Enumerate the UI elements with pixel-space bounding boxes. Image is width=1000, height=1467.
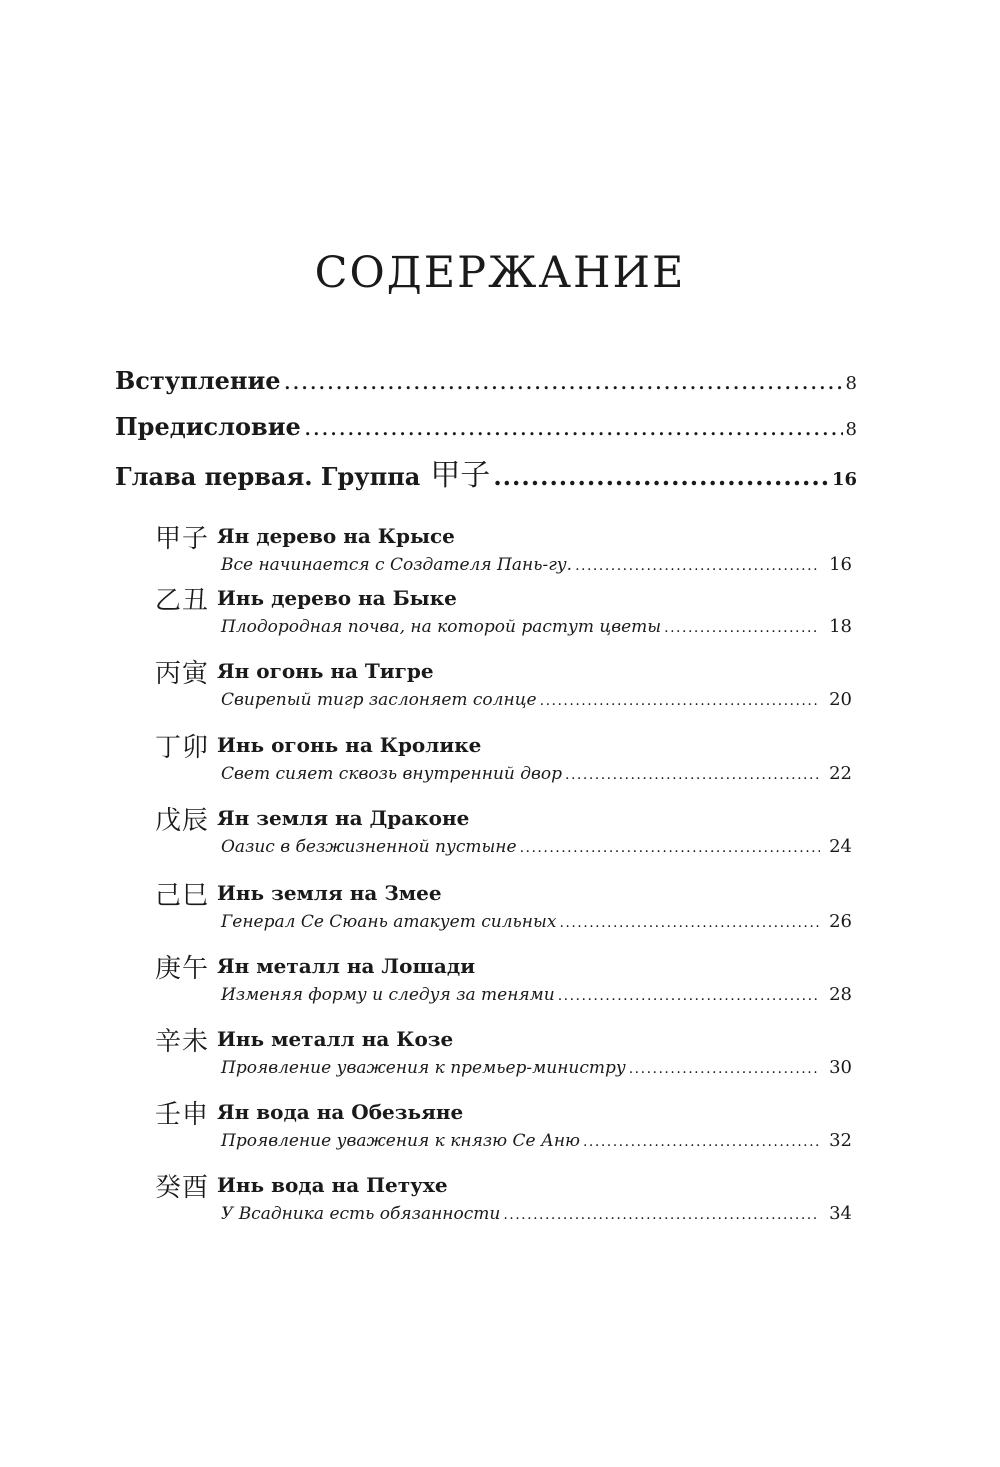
entry-heading: Ян дерево на Крысе [217, 524, 455, 548]
toc-sub-entry[interactable] [155, 653, 852, 710]
entry-hanzi: 癸酉 [155, 1172, 210, 1203]
entry-hanzi: 戊辰 [155, 805, 210, 836]
page-number: 8 [845, 373, 857, 394]
dot-leader [558, 988, 820, 1004]
entry-subtitle: Свет сияет сквозь внутренний двор [221, 764, 563, 784]
dot-leader [503, 1207, 820, 1223]
entry-hanzi: 壬申 [155, 1099, 210, 1130]
entry-hanzi: 丁卯 [155, 732, 210, 763]
entry-hanzi: 丙寅 [155, 658, 210, 689]
entry-subtitle: Проявление уважения к князю Се Аню [221, 1131, 580, 1151]
entry-heading: Инь земля на Змее [217, 881, 442, 905]
dot-leader [304, 413, 843, 441]
entry-heading: Ян огонь на Тигре [217, 659, 434, 683]
entry-subtitle: Проявление уважения к премьер-министру [221, 1058, 626, 1078]
dot-leader [520, 840, 821, 856]
page-number: 30 [829, 1057, 852, 1078]
toc-sub-entry[interactable] [155, 800, 852, 857]
entry-hanzi: 乙丑 [155, 585, 210, 616]
dot-leader [664, 620, 820, 636]
entry-heading: Инь металл на Козе [217, 1027, 454, 1051]
page-number: 20 [829, 689, 852, 710]
entry-subtitle: Свирепый тигр заслоняет солнце [221, 690, 537, 710]
page-number: 32 [829, 1130, 852, 1151]
page-number: 16 [831, 469, 857, 490]
entry-label: Предисловие [115, 412, 301, 441]
dot-leader [540, 693, 820, 709]
dot-leader [565, 767, 820, 783]
page-number: 26 [829, 911, 852, 932]
toc-entry-chapter-one[interactable] [115, 450, 857, 494]
toc-sub-entry[interactable] [155, 1021, 852, 1078]
page-number: 18 [829, 616, 852, 637]
toc-entry-vstuplenie[interactable] [115, 366, 857, 395]
toc-entry-predislovie[interactable] [115, 412, 857, 441]
entry-subtitle: Плодородная почва, на которой растут цветы [221, 617, 662, 637]
entry-hanzi: 辛未 [155, 1026, 210, 1057]
entry-hanzi: 庚午 [155, 953, 210, 984]
toc-sub-entry[interactable] [155, 948, 852, 1005]
entry-label: Вступление [115, 366, 281, 395]
page-number: 24 [829, 836, 852, 857]
entry-subtitle: Генерал Се Сюань атакует сильных [221, 912, 557, 932]
entry-heading: Ян земля на Драконе [217, 806, 470, 830]
entry-heading: Инь дерево на Быке [217, 586, 457, 610]
toc-sub-entry[interactable] [155, 1094, 852, 1151]
dot-leader [575, 558, 820, 574]
dot-leader [284, 367, 843, 395]
page-number: 22 [829, 763, 852, 784]
page-number: 28 [829, 984, 852, 1005]
dot-leader [493, 462, 829, 491]
toc-sub-entry[interactable] [155, 727, 852, 784]
dot-leader [559, 915, 820, 931]
entry-subtitle: У Всадника есть обязанности [221, 1204, 501, 1224]
dot-leader [583, 1134, 820, 1150]
toc-sub-entry[interactable] [155, 518, 852, 575]
entry-subtitle: Все начинается с Создателя Пань-гу. [221, 555, 573, 575]
toc-sub-entry[interactable] [155, 875, 852, 932]
entry-heading: Инь вода на Петухе [217, 1173, 448, 1197]
entry-subtitle: Изменяя форму и следуя за тенями [221, 985, 555, 1005]
entry-heading: Инь огонь на Кролике [217, 733, 482, 757]
dot-leader [629, 1061, 820, 1077]
entry-hanzi: 己巳 [155, 880, 210, 911]
entry-heading: Ян металл на Лошади [217, 954, 476, 978]
page-number: 8 [845, 419, 857, 440]
entry-hanzi: 甲子 [155, 523, 210, 554]
page-title: СОДЕРЖАНИЕ [314, 248, 686, 298]
toc-sub-entry[interactable] [155, 580, 852, 637]
chapter-hanzi: 甲子 [430, 458, 491, 493]
entry-subtitle: Оазис в безжизненной пустыне [221, 837, 517, 857]
entry-label: Глава первая. Группа [115, 462, 421, 491]
toc-sub-entry[interactable] [155, 1167, 852, 1224]
page-number: 16 [829, 554, 852, 575]
entry-heading: Ян вода на Обезьяне [217, 1100, 464, 1124]
page-number: 34 [829, 1203, 852, 1224]
